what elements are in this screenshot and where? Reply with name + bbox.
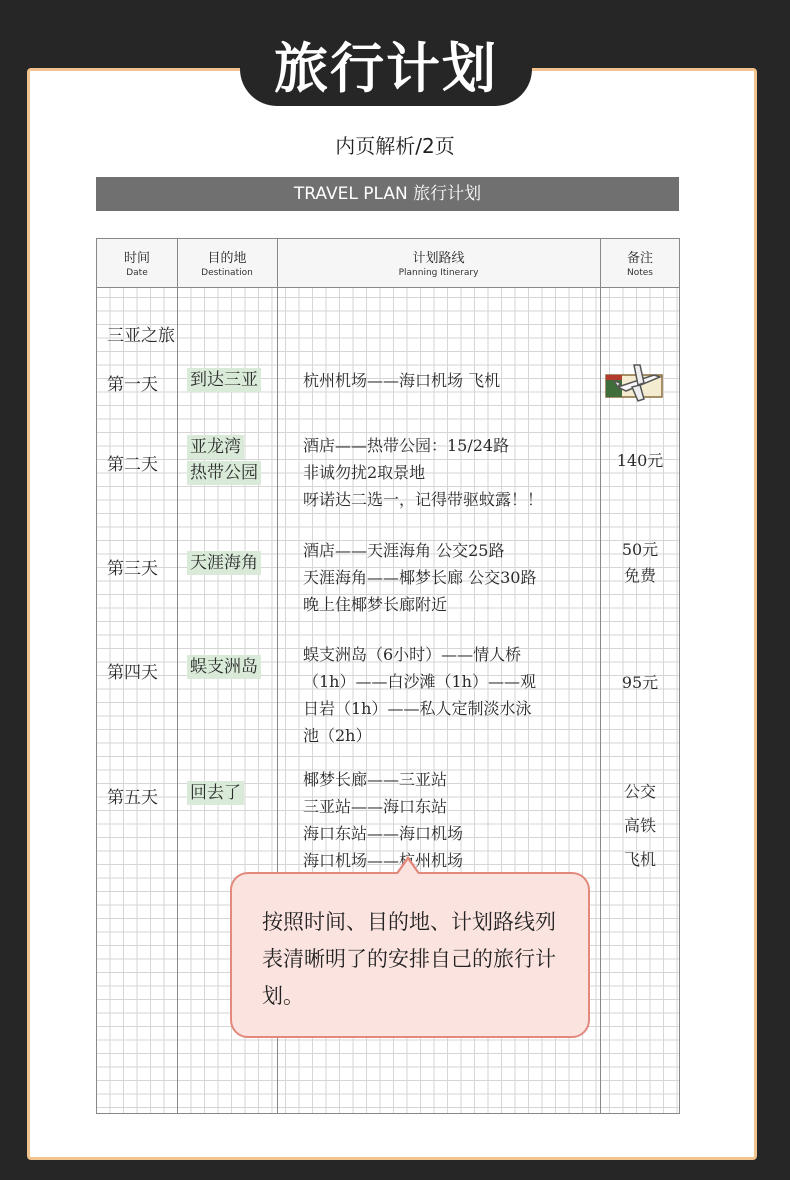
callout-box: 按照时间、目的地、计划路线列表清晰明了的安排自己的旅行计划。 (230, 872, 590, 1038)
destination: 蜈支洲岛 (187, 655, 261, 679)
itinerary-line: 海口东站——海口机场 (303, 824, 464, 843)
itinerary-line: 酒店——热带公园：15/24路 (303, 436, 510, 455)
itinerary-line: 椰梦长廊——三亚站 (303, 770, 448, 789)
header-notes-en: Notes (627, 268, 653, 278)
header-itinerary (277, 247, 600, 278)
note: 140元 (616, 451, 664, 470)
header-date-en: Date (126, 268, 148, 278)
header-destination (177, 247, 277, 278)
airplane-sticker-icon (604, 357, 666, 405)
note: 飞机 (623, 850, 656, 869)
header-dest-zh: 目的地 (207, 251, 247, 266)
itinerary-line: 酒店——天涯海角 公交25路 (303, 541, 505, 560)
note: 50元 (621, 540, 659, 559)
header-date (97, 247, 177, 278)
header-dest-en: Destination (201, 268, 253, 278)
destination: 热带公园 (187, 461, 261, 485)
destination: 天涯海角 (187, 551, 261, 575)
header-plan-en: Planning Itinerary (398, 268, 479, 278)
destination: 回去了 (187, 781, 244, 805)
itinerary-line: 晚上住椰梦长廊附近 (303, 595, 448, 614)
destination: 到达三亚 (187, 368, 261, 392)
day-label: 第四天 (107, 663, 158, 683)
day-label: 第二天 (107, 455, 158, 475)
note: 高铁 (623, 816, 656, 835)
header-notes-zh: 备注 (626, 251, 653, 266)
day-label: 第一天 (107, 375, 158, 395)
itinerary-line: 非诚勿扰2取景地 (303, 463, 426, 482)
trip-title: 三亚之旅 (107, 326, 175, 346)
itinerary-line: 杭州机场——海口机场 飞机 (303, 371, 501, 390)
itinerary-line: （1h）——白沙滩（1h）——观 (303, 672, 536, 691)
table-header (97, 239, 679, 288)
note: 公交 (623, 782, 656, 801)
itinerary-line: 三亚站——海口东站 (303, 797, 448, 816)
header-plan-zh: 计划路线 (412, 251, 465, 266)
day-label: 第五天 (107, 788, 158, 808)
itinerary-line: 天涯海角——椰梦长廊 公交30路 (303, 568, 537, 587)
section-banner: TRAVEL PLAN 旅行计划 (96, 177, 679, 211)
page-subtitle: 内页解析/2页 (335, 134, 455, 158)
day-label: 第三天 (107, 559, 158, 579)
itinerary-line: 池（2h） (303, 726, 372, 745)
header-notes (600, 247, 680, 278)
itinerary-line: 呀诺达二选一，记得带驱蚊露！！ (303, 490, 544, 509)
itinerary-line: 海口机场——杭州机场 (303, 851, 464, 870)
itinerary-line: 日岩（1h）——私人定制淡水泳 (303, 699, 532, 718)
itinerary-line: 蜈支洲岛（6小时）——情人桥 (303, 645, 522, 664)
page-title: 旅行计划 (240, 32, 532, 106)
note: 免费 (623, 566, 656, 585)
callout-pointer-fill (398, 860, 418, 874)
column-divider (177, 239, 178, 1113)
destination: 亚龙湾 (187, 435, 244, 459)
header-date-zh: 时间 (123, 251, 150, 266)
note: 95元 (621, 673, 659, 692)
